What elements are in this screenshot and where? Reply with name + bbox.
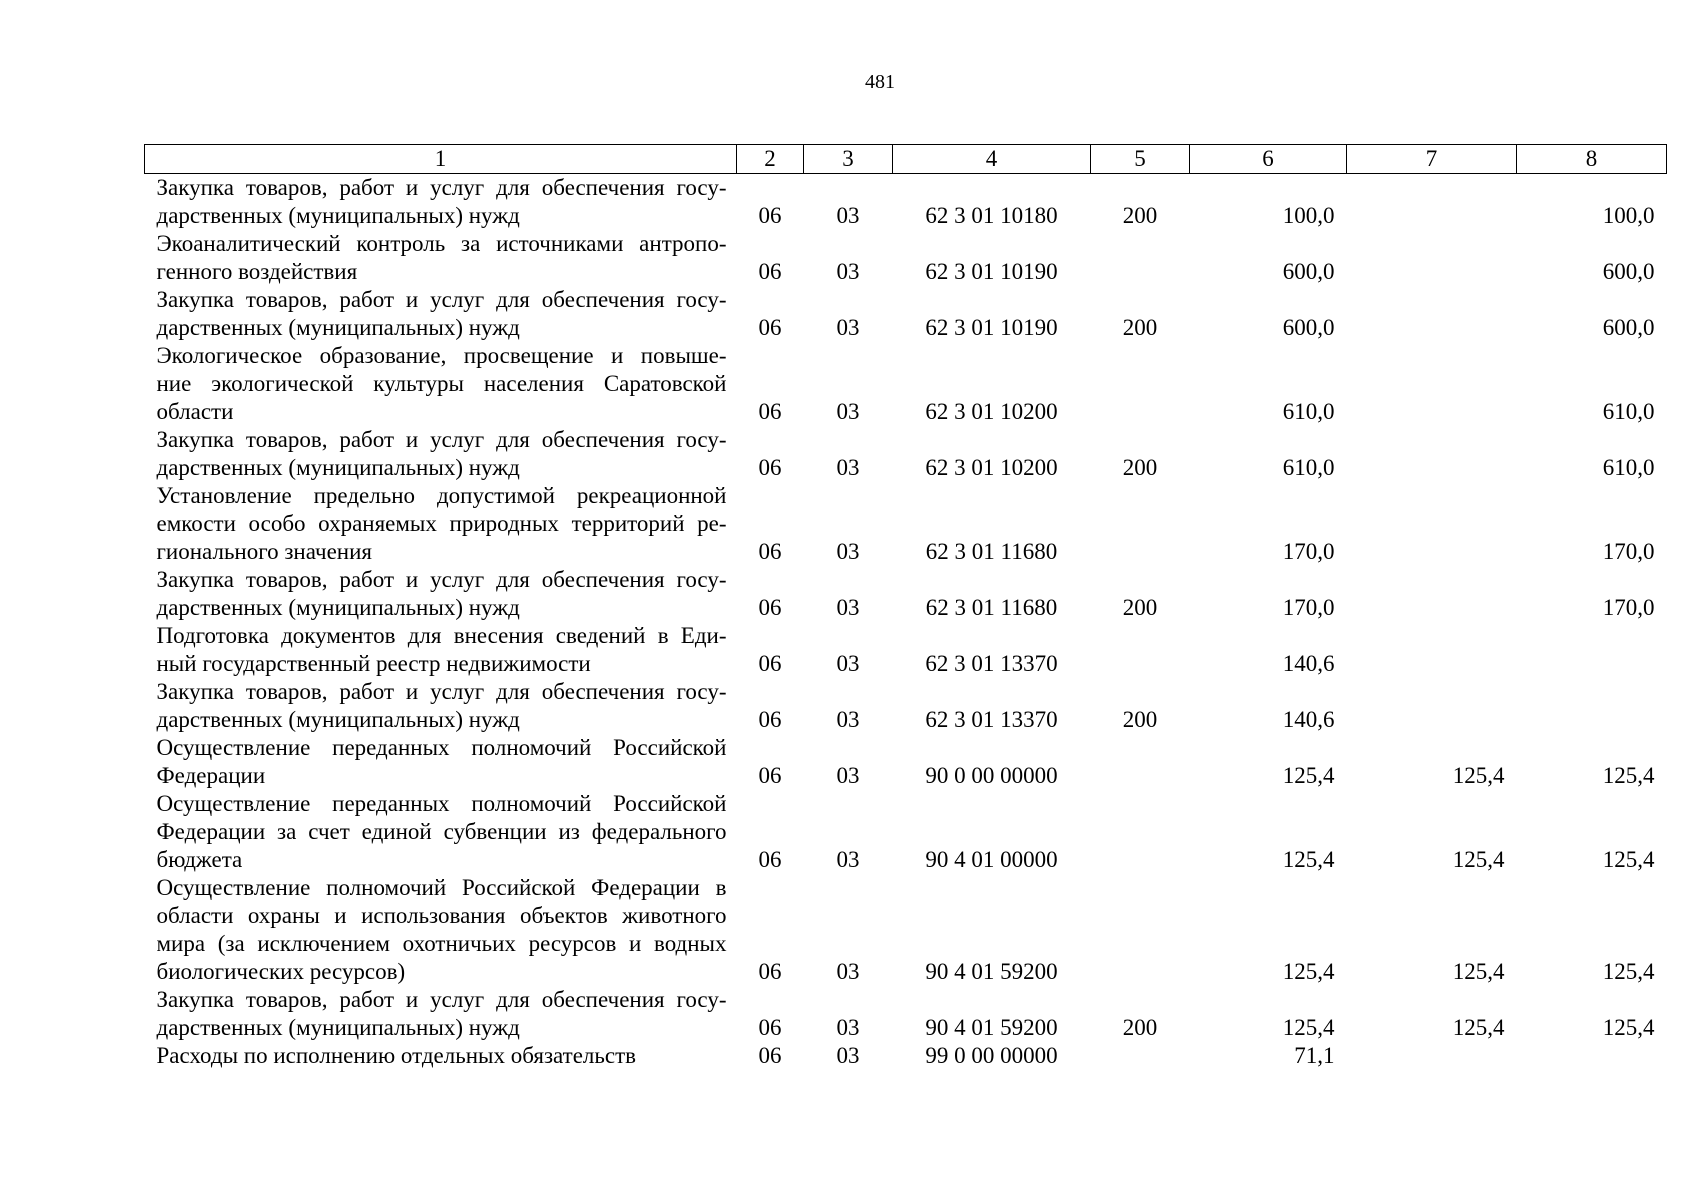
item-name-line: Закупка товаров, работ и услуг для обеспечения госу-: [156, 287, 727, 312]
cell-subsection: 03: [836, 847, 860, 872]
cell-expense-type: [1091, 1042, 1190, 1070]
item-name-line: ние экологической культуры населения Саратовской: [156, 371, 727, 396]
cell-target-article: 62 3 01 10190: [925, 259, 1058, 284]
cell-target-article: 62 3 01 10200: [925, 399, 1058, 424]
cell-expense-type: [1091, 734, 1190, 790]
budget-table: [144, 144, 1667, 1070]
cell-amount-7: [1347, 286, 1517, 342]
cell-expense-type: 200: [1122, 1015, 1158, 1040]
cell-amount-6: 610,0: [1282, 455, 1335, 480]
cell-amount-7: [1347, 174, 1517, 231]
cell-subsection: 03: [836, 707, 860, 732]
cell-item-name: [145, 426, 737, 482]
item-name-line: Установление предельно допустимой рекреационной: [156, 483, 727, 508]
cell-subsection: 03: [836, 1015, 860, 1040]
cell-amount-7: 125,4: [1452, 847, 1505, 872]
cell-amount-7: [1347, 342, 1517, 426]
cell-section: 06: [758, 259, 782, 284]
cell-amount-8: [1517, 1042, 1667, 1070]
cell-item-name: [145, 986, 737, 1042]
cell-subsection: 03: [836, 259, 860, 284]
table-row: [145, 1042, 1667, 1070]
column-header-3: 3: [804, 145, 893, 174]
cell-amount-6: 100,0: [1282, 203, 1335, 228]
item-name-line: Осуществление полномочий Российской Федерации в: [156, 875, 727, 900]
cell-amount-8: [1517, 678, 1667, 734]
table-row: [145, 622, 1667, 678]
item-name-line: области: [156, 399, 234, 424]
cell-subsection: 03: [836, 539, 860, 564]
cell-subsection: 03: [836, 455, 860, 480]
cell-amount-6: 170,0: [1282, 595, 1335, 620]
cell-amount-6: 170,0: [1282, 539, 1335, 564]
cell-amount-6: 610,0: [1282, 399, 1335, 424]
cell-subsection: 03: [836, 763, 860, 788]
table-row: [145, 174, 1667, 231]
cell-amount-6: 125,4: [1282, 763, 1335, 788]
table-row: [145, 678, 1667, 734]
cell-section: 06: [758, 707, 782, 732]
item-name-line: биологических ресурсов): [156, 959, 406, 984]
cell-target-article: 62 3 01 13370: [925, 707, 1058, 732]
cell-amount-6: 600,0: [1282, 315, 1335, 340]
cell-subsection: 03: [836, 595, 860, 620]
cell-target-article: 99 0 00 00000: [925, 1043, 1058, 1068]
cell-target-article: 90 4 01 59200: [925, 1015, 1058, 1040]
item-name-line: Осуществление переданных полномочий Российской: [156, 735, 727, 760]
cell-amount-7: 125,4: [1452, 959, 1505, 984]
cell-amount-7: [1347, 230, 1517, 286]
cell-amount-7: [1347, 1042, 1517, 1070]
cell-amount-6: 600,0: [1282, 259, 1335, 284]
table-row: [145, 790, 1667, 874]
cell-item-name: [145, 790, 737, 874]
column-header-2: 2: [737, 145, 804, 174]
cell-amount-6: 125,4: [1282, 959, 1335, 984]
cell-item-name: [145, 874, 737, 986]
cell-expense-type: [1091, 874, 1190, 986]
item-name-line: дарственных (муниципальных) нужд: [156, 595, 520, 620]
cell-item-name: [145, 174, 737, 231]
item-name-line: дарственных (муниципальных) нужд: [156, 707, 520, 732]
column-header-5: 5: [1091, 145, 1190, 174]
cell-subsection: 03: [836, 959, 860, 984]
item-name-line: Закупка товаров, работ и услуг для обеспечения госу-: [156, 987, 727, 1012]
cell-section: 06: [758, 315, 782, 340]
cell-item-name: [145, 230, 737, 286]
cell-expense-type: [1091, 482, 1190, 566]
cell-target-article: 62 3 01 10200: [925, 455, 1058, 480]
cell-amount-8: 600,0: [1602, 259, 1655, 284]
cell-expense-type: [1091, 342, 1190, 426]
cell-section: 06: [758, 399, 782, 424]
cell-expense-type: [1091, 230, 1190, 286]
cell-target-article: 62 3 01 10180: [925, 203, 1058, 228]
item-name-line: ный государственный реестр недвижимости: [156, 651, 591, 676]
item-name-line: Расходы по исполнению отдельных обязательств: [156, 1043, 636, 1068]
cell-section: 06: [758, 651, 782, 676]
cell-item-name: [145, 566, 737, 622]
cell-expense-type: 200: [1122, 595, 1158, 620]
cell-amount-7: [1347, 622, 1517, 678]
cell-item-name: [145, 734, 737, 790]
cell-expense-type: 200: [1122, 455, 1158, 480]
cell-section: 06: [758, 539, 782, 564]
table-row: [145, 482, 1667, 566]
cell-amount-7: 125,4: [1452, 763, 1505, 788]
item-name-line: мира (за исключением охотничьих ресурсов и водных: [156, 931, 727, 956]
cell-amount-8: 100,0: [1602, 203, 1655, 228]
table-row: [145, 286, 1667, 342]
cell-section: 06: [758, 1015, 782, 1040]
cell-expense-type: 200: [1122, 203, 1158, 228]
item-name-line: области охраны и использования объектов животного: [156, 903, 727, 928]
cell-target-article: 62 3 01 11680: [925, 595, 1058, 620]
cell-target-article: 62 3 01 11680: [925, 539, 1058, 564]
cell-item-name: [145, 678, 737, 734]
cell-subsection: 03: [836, 651, 860, 676]
cell-amount-8: 610,0: [1602, 399, 1655, 424]
cell-amount-8: 600,0: [1602, 315, 1655, 340]
item-name-line: дарственных (муниципальных) нужд: [156, 455, 520, 480]
cell-amount-6: 71,1: [1294, 1043, 1335, 1068]
item-name-line: Федерации за счет единой субвенции из федерального: [156, 819, 727, 844]
cell-amount-6: 125,4: [1282, 847, 1335, 872]
cell-section: 06: [758, 595, 782, 620]
table-row: [145, 734, 1667, 790]
item-name-line: Подготовка документов для внесения сведений в Еди-: [156, 623, 727, 648]
item-name-line: Закупка товаров, работ и услуг для обеспечения госу-: [156, 567, 727, 592]
cell-subsection: 03: [836, 203, 860, 228]
item-name-line: дарственных (муниципальных) нужд: [156, 315, 520, 340]
cell-item-name: [145, 482, 737, 566]
cell-target-article: 62 3 01 13370: [925, 651, 1058, 676]
column-header-4: 4: [893, 145, 1091, 174]
cell-expense-type: 200: [1122, 315, 1158, 340]
cell-amount-7: [1347, 678, 1517, 734]
cell-item-name: [145, 622, 737, 678]
cell-amount-8: 125,4: [1602, 1015, 1655, 1040]
cell-amount-7: 125,4: [1452, 1015, 1505, 1040]
cell-subsection: 03: [836, 1043, 860, 1068]
column-header-1: 1: [145, 145, 737, 174]
cell-amount-8: 170,0: [1602, 595, 1655, 620]
item-name-line: Федерации: [156, 763, 266, 788]
cell-expense-type: 200: [1122, 707, 1158, 732]
cell-target-article: 90 0 00 00000: [925, 763, 1058, 788]
table-row: [145, 342, 1667, 426]
table-row: [145, 426, 1667, 482]
item-name-line: емкости особо охраняемых природных территорий ре-: [156, 511, 727, 536]
cell-amount-7: [1347, 566, 1517, 622]
table-row: [145, 986, 1667, 1042]
cell-expense-type: [1091, 790, 1190, 874]
cell-item-name: [145, 286, 737, 342]
item-name-line: Осуществление переданных полномочий Российской: [156, 791, 727, 816]
cell-amount-7: [1347, 482, 1517, 566]
cell-expense-type: [1091, 622, 1190, 678]
table-body: [145, 174, 1667, 1071]
table-row: [145, 230, 1667, 286]
item-name-line: Экологическое образование, просвещение и повыше-: [156, 343, 727, 368]
cell-section: 06: [758, 763, 782, 788]
cell-amount-8: 125,4: [1602, 959, 1655, 984]
cell-amount-8: 170,0: [1602, 539, 1655, 564]
cell-subsection: 03: [836, 315, 860, 340]
column-header-6: 6: [1190, 145, 1347, 174]
item-name-line: генного воздействия: [156, 259, 358, 284]
column-header-8: 8: [1517, 145, 1667, 174]
cell-target-article: 90 4 01 00000: [925, 847, 1058, 872]
cell-target-article: 90 4 01 59200: [925, 959, 1058, 984]
item-name-line: Закупка товаров, работ и услуг для обеспечения госу-: [156, 427, 727, 452]
item-name-line: Закупка товаров, работ и услуг для обеспечения госу-: [156, 175, 727, 200]
item-name-line: дарственных (муниципальных) нужд: [156, 1015, 520, 1040]
item-name-line: бюджета: [156, 847, 243, 872]
page-number: 481: [865, 71, 895, 93]
cell-subsection: 03: [836, 399, 860, 424]
cell-section: 06: [758, 1043, 782, 1068]
cell-amount-6: 140,6: [1282, 651, 1335, 676]
item-name-line: дарственных (муниципальных) нужд: [156, 203, 520, 228]
cell-target-article: 62 3 01 10190: [925, 315, 1058, 340]
cell-amount-6: 140,6: [1282, 707, 1335, 732]
cell-item-name: [145, 342, 737, 426]
cell-amount-8: 125,4: [1602, 763, 1655, 788]
column-header-7: 7: [1347, 145, 1517, 174]
item-name-line: гионального значения: [156, 539, 373, 564]
table-row: [145, 874, 1667, 986]
table-row: [145, 566, 1667, 622]
item-name-line: Экоаналитический контроль за источниками антропо-: [156, 231, 727, 256]
item-name-line: Закупка товаров, работ и услуг для обеспечения госу-: [156, 679, 727, 704]
table-header-row: [145, 145, 1667, 174]
cell-section: 06: [758, 959, 782, 984]
cell-section: 06: [758, 455, 782, 480]
cell-section: 06: [758, 847, 782, 872]
cell-amount-7: [1347, 426, 1517, 482]
cell-amount-6: 125,4: [1282, 1015, 1335, 1040]
cell-section: 06: [758, 203, 782, 228]
cell-item-name: [145, 1042, 737, 1070]
cell-amount-8: 125,4: [1602, 847, 1655, 872]
cell-amount-8: [1517, 622, 1667, 678]
cell-amount-8: 610,0: [1602, 455, 1655, 480]
